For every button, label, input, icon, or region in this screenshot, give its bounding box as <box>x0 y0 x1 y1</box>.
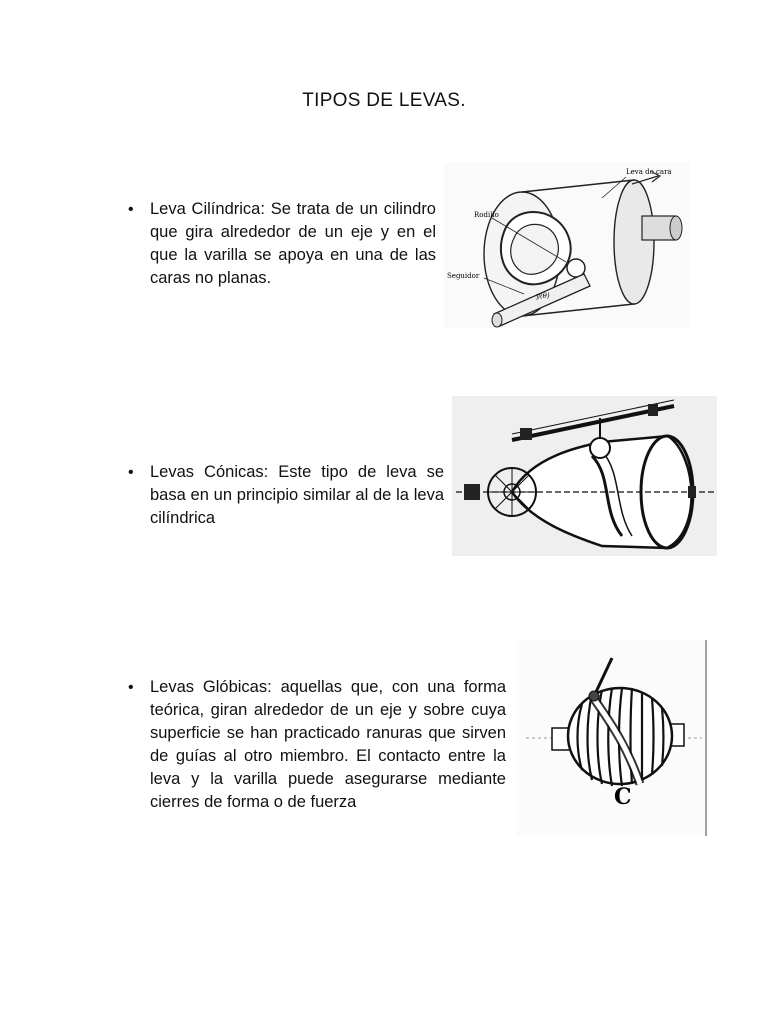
figure-caption: C <box>614 784 632 810</box>
label-seguidor: Seguidor <box>447 272 480 280</box>
label-rodillo: Rodillo <box>474 211 499 219</box>
conical-cam-figure <box>452 396 717 556</box>
bullet: • <box>128 679 134 696</box>
label-leva-de-cara: Leva de cara <box>626 168 672 176</box>
cylindrical-cam-figure <box>444 162 690 328</box>
page-title: TIPOS DE LEVAS. <box>302 90 466 111</box>
bullet: • <box>128 201 134 218</box>
item-text: Levas Cónicas: Este tipo de leva se basa en un principio similar al de la leva cilíndrica <box>150 463 444 527</box>
bullet: • <box>128 464 134 481</box>
label-displacement: y(θ) <box>536 292 550 300</box>
item-text: Levas Glóbicas: aquellas que, con una forma teórica, giran alrededor de un eje y sobre cuya superficie se han practicado ranuras que sirven de guías al otro miembro. El contacto entre la leva y la varilla puede asegurarse mediante cierres de forma o de fuerza <box>150 678 506 811</box>
item-text: Leva Cilíndrica: Se trata de un cilindro que gira alrededor de un eje y en el que la varilla se apoya en una de las caras no planas. <box>150 200 436 287</box>
globoidal-cam-figure <box>516 640 708 836</box>
